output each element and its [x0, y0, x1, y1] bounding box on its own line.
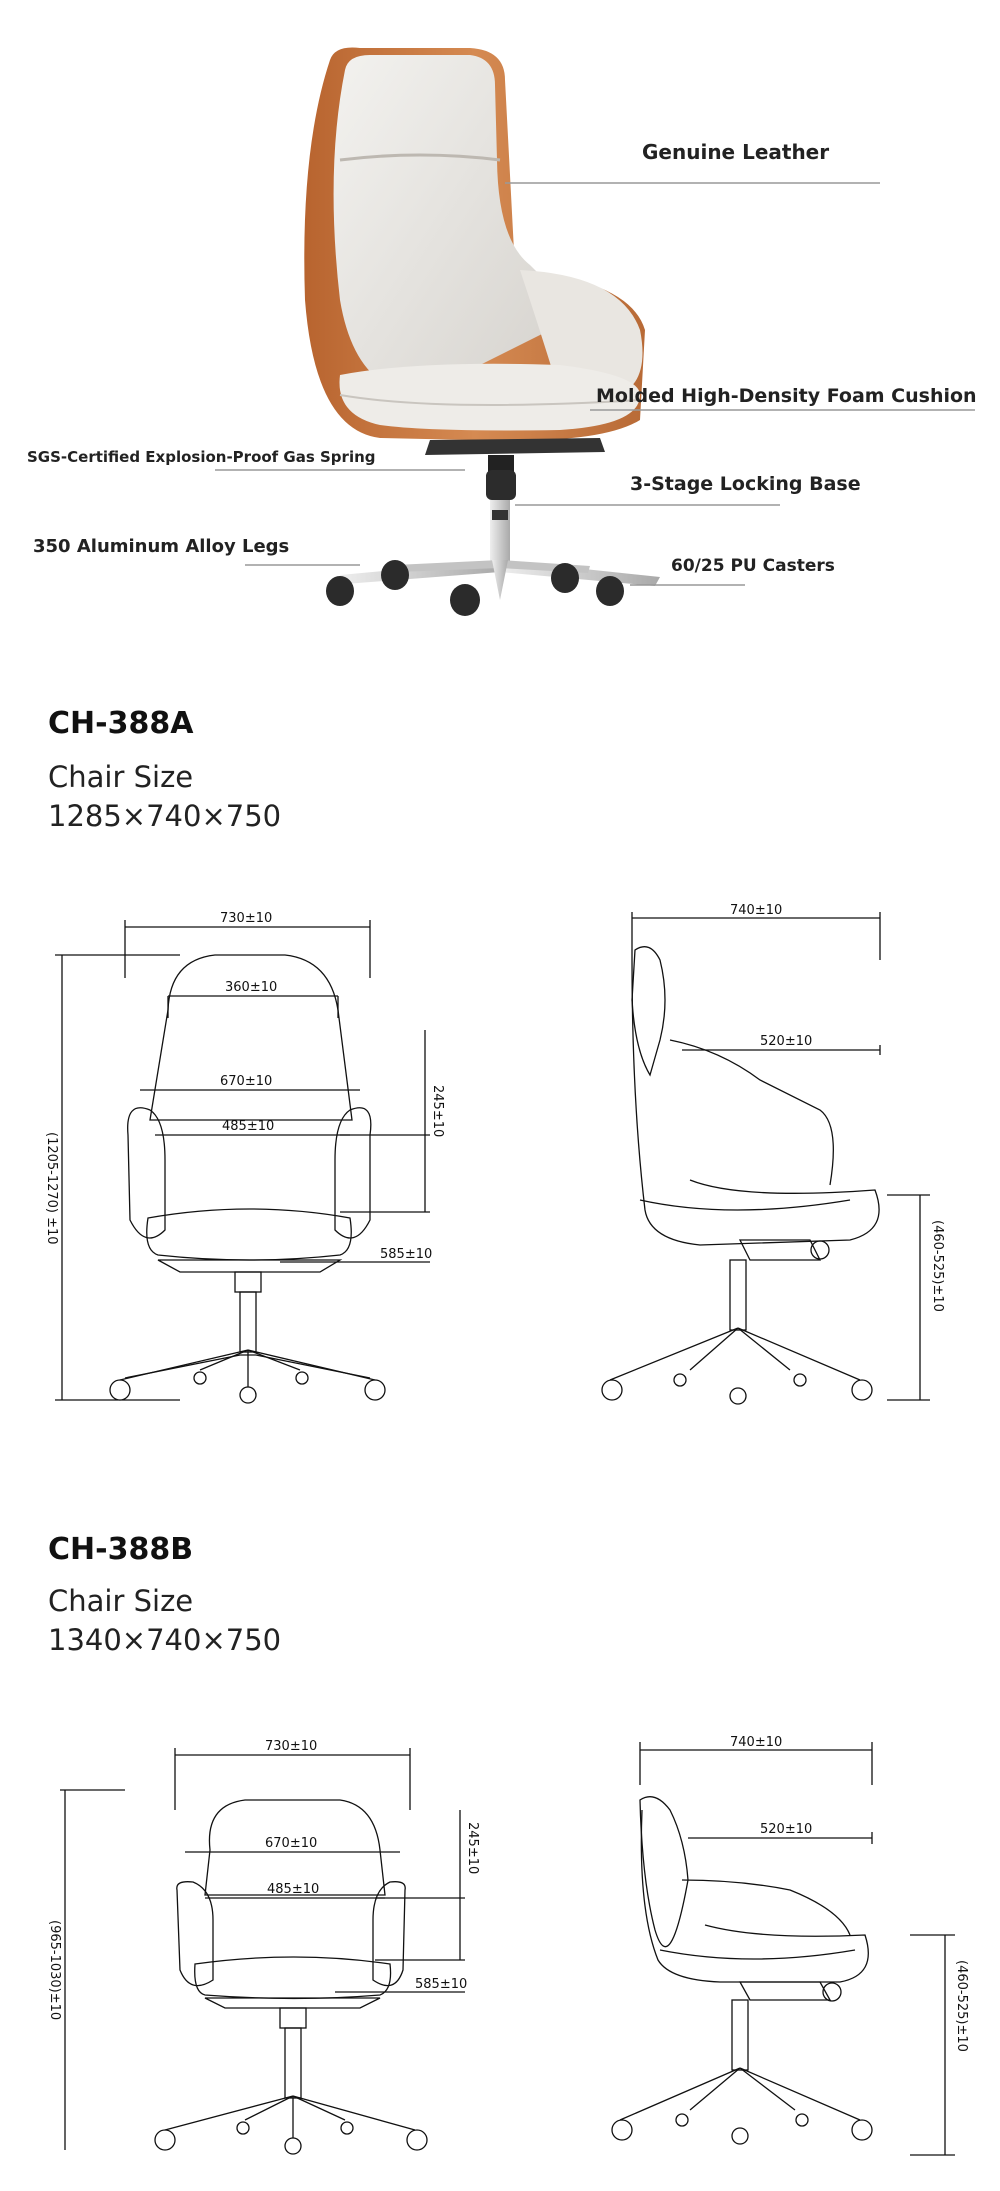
model-a-dim-seat-height: (460-525)±10: [930, 1220, 945, 1312]
model-b-dim-seat-depth: 585±10: [415, 1977, 468, 1992]
model-a-size-value: 1285×740×750: [48, 799, 282, 833]
model-b-dim-depth: 740±10: [730, 1735, 783, 1750]
model-b-size-label: Chair Size: [48, 1584, 194, 1618]
model-a-dim-seat-width: 485±10: [222, 1119, 275, 1134]
model-b-dim-seat-height: (460-525)±10: [954, 1960, 969, 2052]
model-b-dim-total-height: (965-1030)±10: [47, 1920, 62, 2021]
model-b-code: CH-388B: [48, 1532, 194, 1567]
feature-foam-cushion: Molded High-Density Foam Cushion: [596, 385, 977, 407]
model-a-side-drawing: [590, 900, 990, 1420]
model-b-dim-top-width: 730±10: [265, 1739, 318, 1754]
model-b-front-drawing: [47, 1730, 495, 2190]
model-b-side-drawing: [610, 1730, 990, 2190]
model-a-dim-total-height: (1205-1270) ±10: [44, 1132, 59, 1245]
model-b-dim-side-seat-depth: 520±10: [760, 1822, 813, 1837]
model-b-dim-back-width: 670±10: [265, 1836, 318, 1851]
model-a-code: CH-388A: [48, 706, 194, 741]
model-a-front-drawing: [40, 900, 480, 1420]
model-b-dim-arm-height: 245±10: [465, 1822, 480, 1875]
model-b-dim-seat-width: 485±10: [267, 1882, 320, 1897]
model-a-size-label: Chair Size: [48, 760, 194, 794]
model-a-dim-seat-depth: 585±10: [380, 1247, 433, 1262]
feature-genuine-leather: Genuine Leather: [642, 140, 830, 164]
feature-gas-spring: SGS-Certified Explosion-Proof Gas Spring: [27, 448, 376, 466]
model-a-dim-side-seat-depth: 520±10: [760, 1034, 813, 1049]
model-a-dim-head-width: 360±10: [225, 980, 278, 995]
feature-alloy-legs: 350 Aluminum Alloy Legs: [33, 536, 290, 557]
feature-casters: 60/25 PU Casters: [671, 556, 835, 576]
feature-locking-base: 3-Stage Locking Base: [630, 473, 861, 495]
model-a-dim-back-width: 670±10: [220, 1074, 273, 1089]
model-a-dim-arm-height: 245±10: [430, 1085, 445, 1138]
model-a-dim-top-width: 730±10: [220, 911, 273, 926]
model-b-size-value: 1340×740×750: [48, 1623, 282, 1657]
model-a-dim-depth: 740±10: [730, 903, 783, 918]
